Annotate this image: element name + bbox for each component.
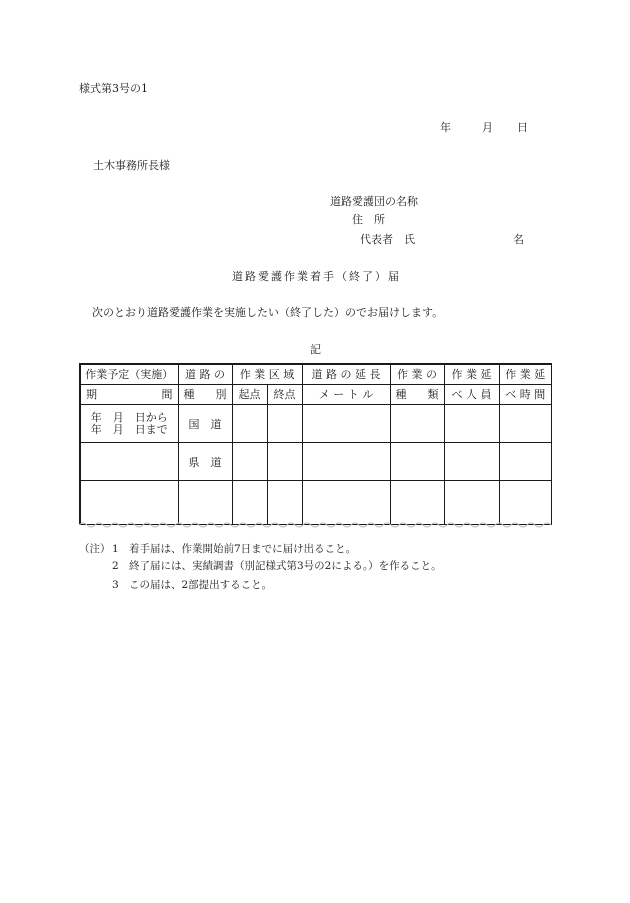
date-month: 月	[482, 121, 493, 134]
end-cell	[267, 405, 302, 443]
period-cell	[80, 481, 178, 525]
type-cell	[390, 481, 444, 525]
hours-cell	[499, 481, 552, 525]
type-cell	[390, 405, 444, 443]
people-cell	[444, 481, 499, 525]
hours-cell	[499, 405, 552, 443]
name-suffix: 名	[513, 233, 524, 246]
header-length-top: 道 路 の 延 長	[302, 364, 390, 385]
form-number: 様式第3号の1	[79, 82, 148, 95]
body-text: 次のとおり道路愛護作業を実施したい（終了した）のでお届けします。	[92, 306, 444, 319]
table-row	[80, 405, 552, 443]
table-row	[80, 443, 552, 481]
header-end: 終点	[267, 385, 302, 405]
header-type-bottom: 種 類	[390, 385, 444, 405]
length-cell	[302, 443, 390, 481]
header-start: 起点	[232, 385, 267, 405]
header-road-top: 道 路 の	[178, 364, 232, 385]
start-cell	[232, 443, 267, 481]
ki-label: 記	[310, 343, 321, 356]
header-type-top: 作 業 の	[390, 364, 444, 385]
date-line	[440, 119, 528, 135]
header-period-bottom: 期 間	[80, 385, 178, 405]
header-hours-bottom: べ 時 間	[499, 385, 552, 405]
start-cell	[232, 405, 267, 443]
header-section-top: 作 業 区 域	[232, 364, 302, 385]
header-period-top: 作業予定（実施）	[80, 364, 178, 385]
addressee: 土木事務所長様	[93, 159, 170, 172]
org-name-label: 道路愛護団の名称	[330, 195, 418, 208]
notes-heading: （注）	[79, 543, 111, 555]
end-cell	[267, 481, 302, 525]
representative-label: 代表者 氏	[360, 233, 415, 246]
people-cell	[444, 405, 499, 443]
length-cell	[302, 405, 390, 443]
header-road-bottom: 種 別	[178, 385, 232, 405]
length-cell	[302, 481, 390, 525]
type-cell	[390, 443, 444, 481]
road-type-cell: 県 道	[178, 443, 232, 481]
period-cell	[80, 443, 178, 481]
road-type-cell	[178, 481, 232, 525]
header-people-bottom: べ 人 員	[444, 385, 499, 405]
date-year: 年	[440, 121, 451, 134]
document-title: 道路愛護作業着手（終了）届	[232, 270, 401, 283]
header-people-top: 作 業 延	[444, 364, 499, 385]
note-item: 3 この届は、2部提出すること。	[112, 579, 273, 591]
start-cell	[232, 481, 267, 525]
people-cell	[444, 443, 499, 481]
header-length-bottom: メ ー ト ル	[302, 385, 390, 405]
date-day: 日	[517, 121, 528, 134]
note-item: 1 着手届は、作業開始前7日までに届け出ること。	[112, 543, 357, 555]
address-label: 住 所	[352, 213, 385, 226]
period-cell: 年 月 日から 年 月 日まで	[80, 405, 178, 443]
hours-cell	[499, 443, 552, 481]
road-type-cell: 国 道	[178, 405, 232, 443]
table-row	[80, 481, 552, 525]
note-item: 2 終了届には、実績調書（別記様式第3号の2による。）を作ること。	[112, 560, 442, 572]
end-cell	[267, 443, 302, 481]
work-table	[79, 363, 552, 526]
torn-edge	[79, 520, 552, 530]
header-hours-top: 作 業 延	[499, 364, 552, 385]
